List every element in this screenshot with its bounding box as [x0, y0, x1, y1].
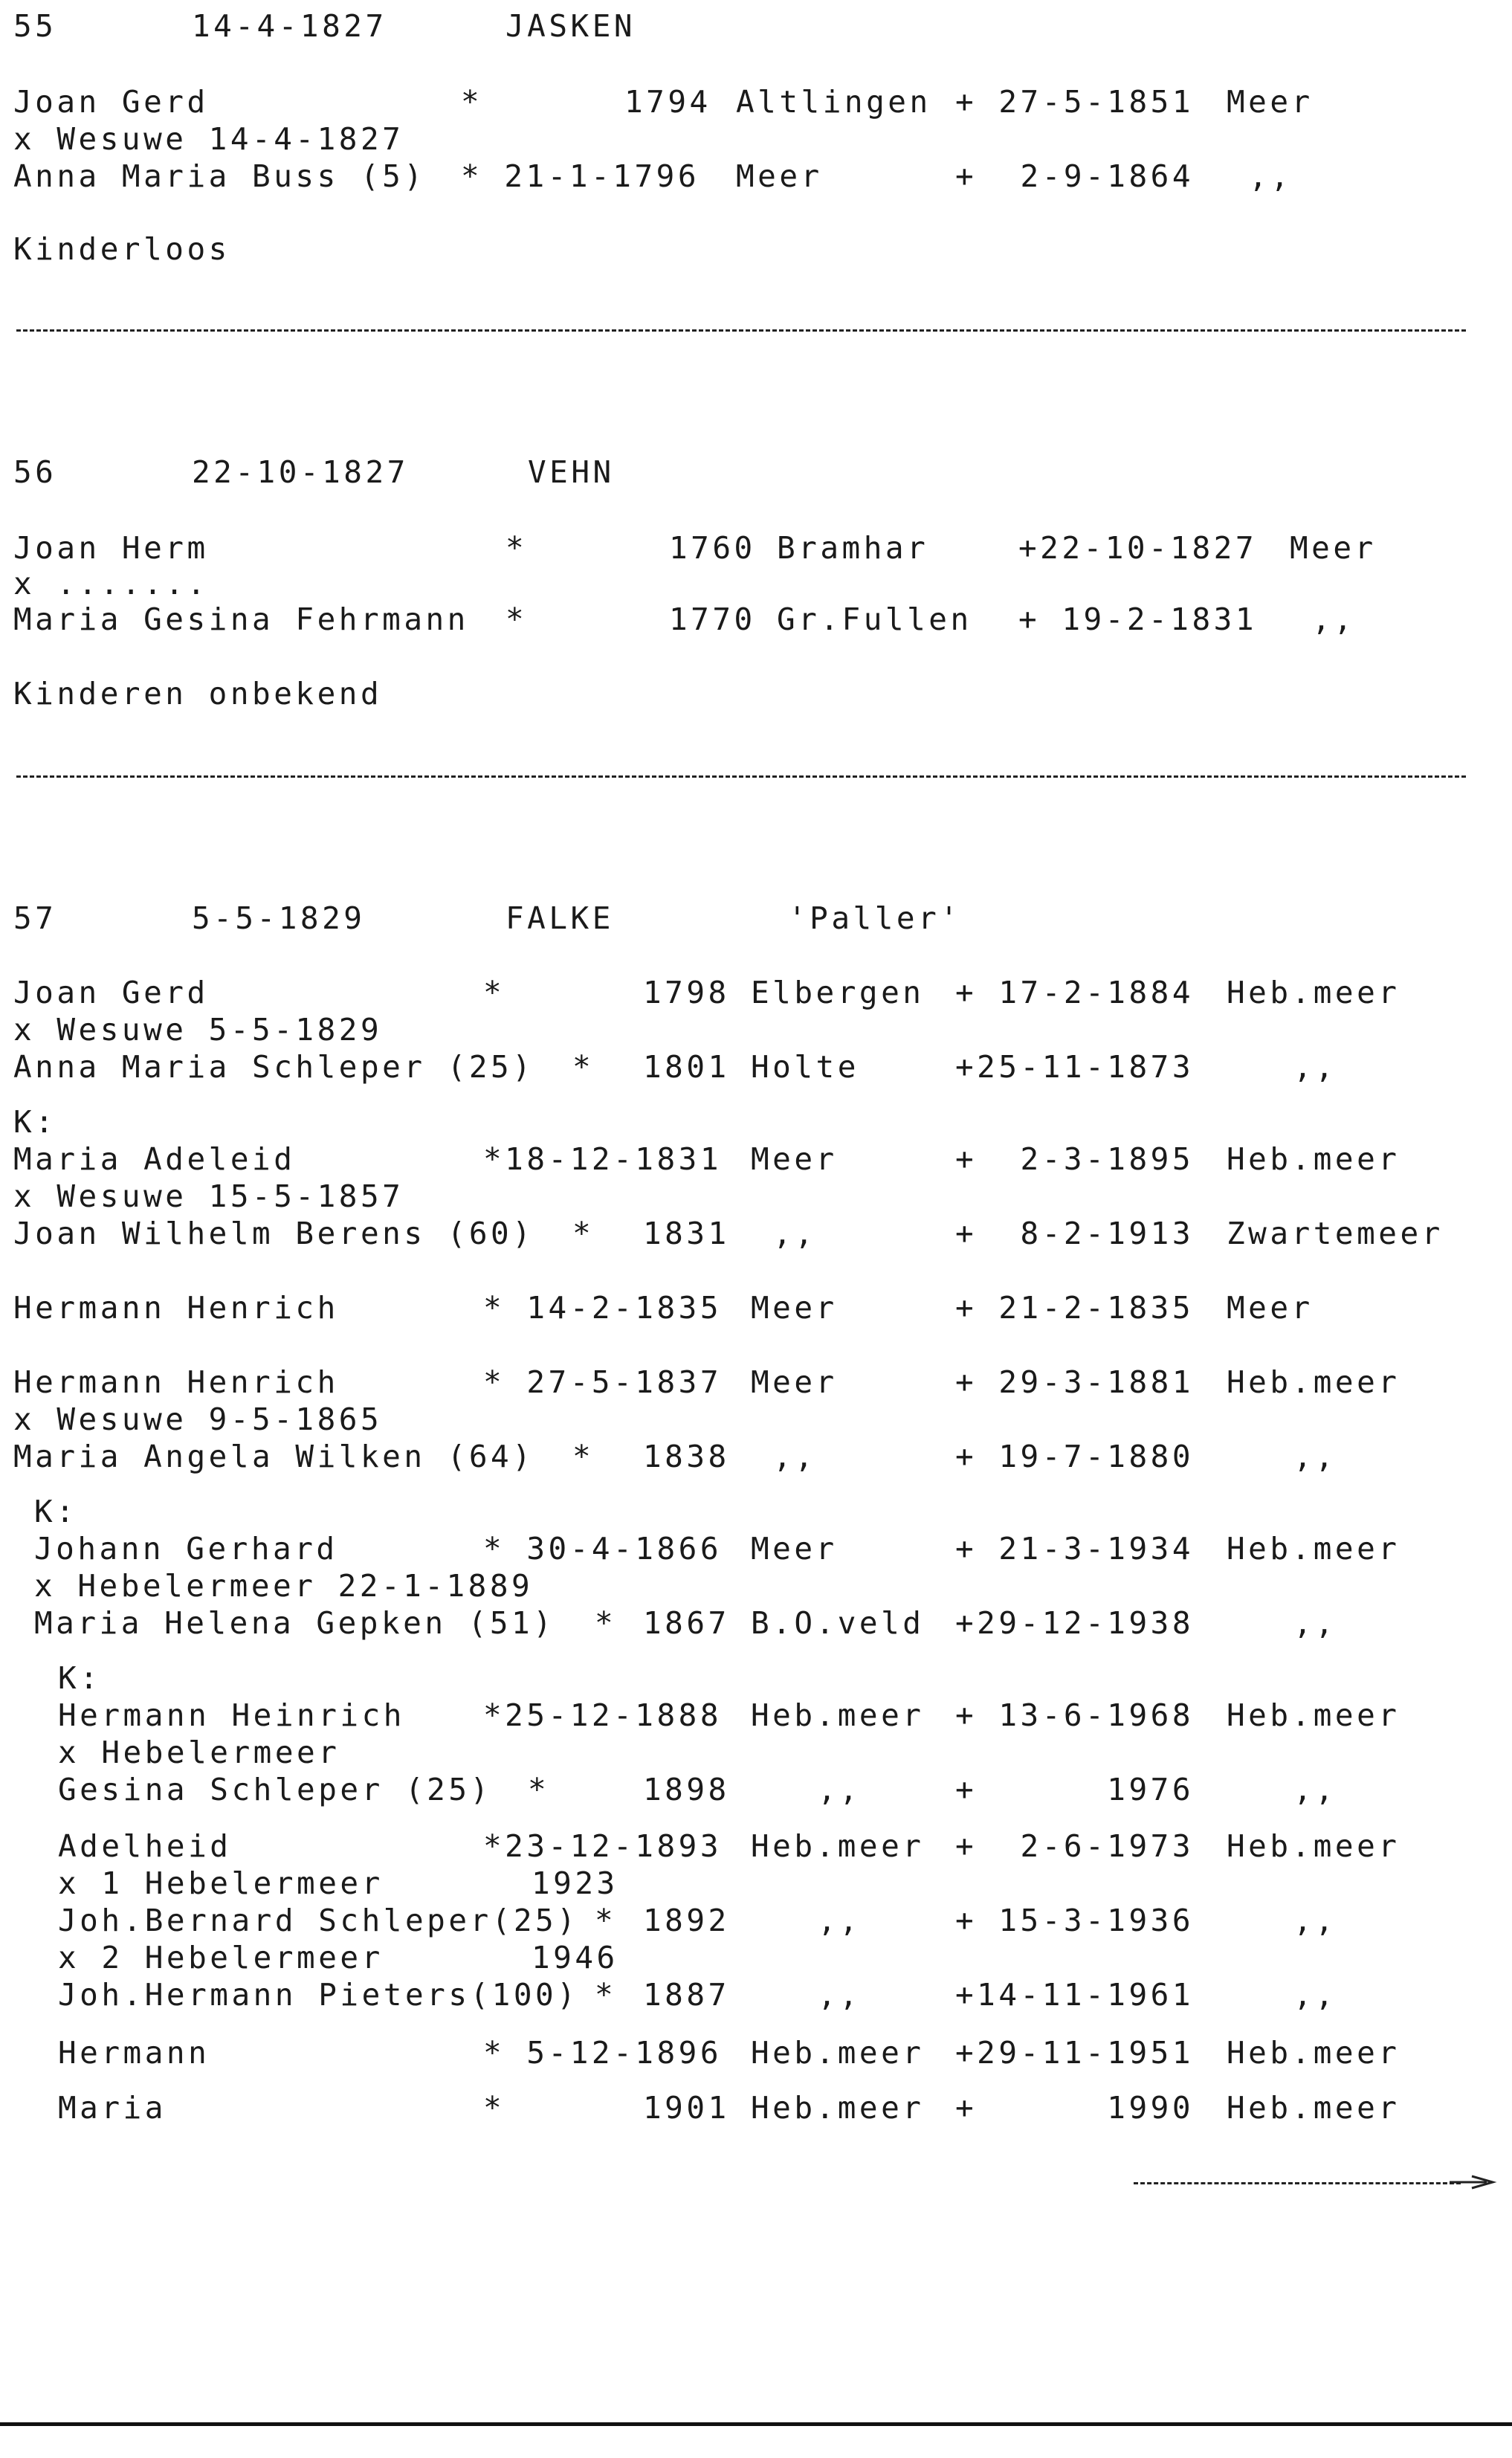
entry-56-wife-death: + 19-2-1831 — [1018, 601, 1258, 637]
entry-57-surname: FALKE — [505, 900, 614, 936]
birth-place: ,, — [818, 1977, 862, 2013]
death-place: Heb.meer — [1227, 1531, 1400, 1567]
death-date: + 29-3-1881 — [955, 1364, 1195, 1400]
person-name: Joh.Bernard Schleper(25) — [58, 1903, 579, 1938]
birth-place: ,, — [818, 1772, 862, 1807]
death-date: + 8-2-1913 — [955, 1216, 1195, 1251]
entry-55-surname: JASKEN — [505, 8, 636, 44]
birth-mark: * — [528, 1772, 550, 1807]
marriage-line: x 2 Hebelermeer — [58, 1940, 384, 1975]
birth-place: Holte — [751, 1049, 859, 1085]
death-date: + 19-7-1880 — [955, 1439, 1195, 1474]
entry-57-date: 5-5-1829 — [192, 900, 366, 936]
marriage-year: 1923 — [532, 1865, 618, 1901]
birth-mark: * — [572, 1439, 595, 1474]
person-name: Johann Gerhard — [34, 1531, 338, 1567]
person-name: Hermann Henrich — [13, 1364, 339, 1400]
person-name: Maria Adeleid — [13, 1141, 296, 1177]
separator — [16, 775, 1466, 778]
entry-56-surname: VEHN — [528, 454, 615, 490]
birth-date: *18-12-1831 — [483, 1141, 723, 1177]
birth-year: 1831 — [643, 1216, 730, 1251]
death-place: ,, — [1293, 1605, 1337, 1641]
death-date: +29-12-1938 — [955, 1605, 1195, 1641]
birth-place: Heb.meer — [751, 1697, 925, 1733]
death-date: + 13-6-1968 — [955, 1697, 1195, 1733]
separator — [16, 329, 1466, 332]
birth-year: 1892 — [643, 1903, 730, 1938]
birth-place: Meer — [751, 1364, 838, 1400]
birth-place: Heb.meer — [751, 1828, 925, 1864]
marriage-line: x Hebelermeer — [58, 1735, 340, 1770]
death-place: Zwartemeer — [1227, 1216, 1444, 1251]
birth-mark: * — [595, 1605, 617, 1641]
birth-year: 1867 — [643, 1605, 730, 1641]
entry-55-husband-death: + 27-5-1851 — [955, 84, 1195, 120]
entry-57-number: 57 — [13, 900, 57, 936]
marriage-line: x 1 Hebelermeer — [58, 1865, 384, 1901]
marriage-line: x Wesuwe 5-5-1829 — [13, 1012, 383, 1048]
entry-55-wife-birth: * 21-1-1796 — [461, 158, 700, 194]
death-date: +14-11-1961 — [955, 1977, 1195, 2013]
birth-date: *25-12-1888 — [483, 1697, 723, 1733]
person-name: Adelheid — [58, 1828, 232, 1864]
entry-56-wife-name: Maria Gesina Fehrmann — [13, 601, 469, 637]
entry-56-wife-death-place: ,, — [1312, 601, 1356, 637]
birth-date: * 5-12-1896 — [483, 2035, 723, 2071]
birth-mark: * — [483, 2090, 505, 2126]
death-place: Meer — [1227, 1290, 1314, 1326]
birth-year: 1887 — [643, 1977, 730, 2013]
entry-55-children-note: Kinderloos — [13, 231, 230, 267]
death-place: ,, — [1293, 1903, 1337, 1938]
birth-mark: * — [483, 975, 505, 1010]
death-place: ,, — [1293, 1977, 1337, 2013]
birth-mark: * — [595, 1977, 617, 2013]
death-place: Heb.meer — [1227, 1364, 1400, 1400]
death-place: Heb.meer — [1227, 1141, 1400, 1177]
entry-56-number: 56 — [13, 454, 57, 490]
person-name: Joan Gerd — [13, 975, 209, 1010]
birth-year: 1901 — [643, 2090, 730, 2126]
person-name: Anna Maria Schleper (25) — [13, 1049, 534, 1085]
birth-place: ,, — [773, 1216, 817, 1251]
birth-place: Meer — [751, 1141, 838, 1177]
death-date: +29-11-1951 — [955, 2035, 1195, 2071]
birth-year: 1798 — [643, 975, 730, 1010]
birth-year: 1838 — [643, 1439, 730, 1474]
person-name: Hermann Henrich — [13, 1290, 339, 1326]
entry-56-marriage: x ....... — [13, 566, 209, 601]
entry-55-wife-death-place: ,, — [1249, 158, 1293, 194]
person-name: Joh.Hermann Pieters(100) — [58, 1977, 579, 2013]
death-place: ,, — [1293, 1049, 1337, 1085]
birth-year: 1801 — [643, 1049, 730, 1085]
entry-57-nickname: 'Paller' — [788, 900, 962, 936]
person-name: Maria Helena Gepken (51) — [34, 1605, 555, 1641]
birth-year: 1898 — [643, 1772, 730, 1807]
birth-place: Meer — [751, 1290, 838, 1326]
birth-date: * 30-4-1866 — [483, 1531, 723, 1567]
entry-55-number: 55 — [13, 8, 57, 44]
death-place: Heb.meer — [1227, 1828, 1400, 1864]
birth-date: * 27-5-1837 — [483, 1364, 723, 1400]
arrow-icon — [1450, 2171, 1509, 2193]
entry-56-wife-birth-mark: * — [505, 601, 528, 637]
birth-mark: * — [572, 1216, 595, 1251]
children-label: K: — [58, 1660, 102, 1696]
person-name: Maria Angela Wilken (64) — [13, 1439, 534, 1474]
death-date: + 1976 — [955, 1772, 1195, 1807]
birth-place: B.O.veld — [751, 1605, 925, 1641]
entry-55-date: 14-4-1827 — [192, 8, 387, 44]
entry-55-husband-death-place: Meer — [1227, 84, 1314, 120]
entry-55-husband-birth-year: 1794 — [624, 84, 711, 120]
death-date: + 1990 — [955, 2090, 1195, 2126]
death-date: + 2-3-1895 — [955, 1141, 1195, 1177]
birth-place: Elbergen — [751, 975, 925, 1010]
birth-place: ,, — [818, 1903, 862, 1938]
death-place: Heb.meer — [1227, 2035, 1400, 2071]
entry-56-husband-birth-mark: * — [505, 530, 528, 566]
entry-55-husband-birth-place: Altlingen — [736, 84, 931, 120]
person-name: Gesina Schleper (25) — [58, 1772, 492, 1807]
marriage-year: 1946 — [532, 1940, 618, 1975]
children-label: K: — [34, 1494, 78, 1529]
entry-55-wife-name: Anna Maria Buss (5) — [13, 158, 426, 194]
entry-55-wife-death: + 2-9-1864 — [955, 158, 1195, 194]
entry-56-children-note: Kinderen onbekend — [13, 676, 383, 712]
birth-place: ,, — [773, 1439, 817, 1474]
birth-place: Heb.meer — [751, 2090, 925, 2126]
death-place: Heb.meer — [1227, 2090, 1400, 2126]
entry-56-wife-birth-place: Gr.Fullen — [777, 601, 972, 637]
person-name: Hermann Heinrich — [58, 1697, 405, 1733]
death-date: +25-11-1873 — [955, 1049, 1195, 1085]
continuation-dashes — [1134, 2182, 1461, 2184]
entry-55-marriage: x Wesuwe 14-4-1827 — [13, 121, 404, 157]
death-date: + 17-2-1884 — [955, 975, 1195, 1010]
entry-56-husband-birth-place: Bramhar — [777, 530, 929, 566]
birth-mark: * — [595, 1903, 617, 1938]
death-date: + 21-3-1934 — [955, 1531, 1195, 1567]
death-date: + 21-2-1835 — [955, 1290, 1195, 1326]
birth-place: Meer — [751, 1531, 838, 1567]
entry-55-husband-name: Joan Gerd — [13, 84, 209, 120]
person-name: Maria — [58, 2090, 167, 2126]
entry-56-wife-birth-year: 1770 — [669, 601, 756, 637]
entry-56-husband-birth-year: 1760 — [669, 530, 756, 566]
marriage-line: x Hebelermeer 22-1-1889 — [34, 1568, 534, 1604]
person-name: Hermann — [58, 2035, 210, 2071]
entry-56-husband-death-place: Meer — [1290, 530, 1377, 566]
death-date: + 15-3-1936 — [955, 1903, 1195, 1938]
death-place: ,, — [1293, 1439, 1337, 1474]
entry-56-date: 22-10-1827 — [192, 454, 409, 490]
children-label: K: — [13, 1104, 57, 1140]
entry-56-husband-death: +22-10-1827 — [1018, 530, 1258, 566]
person-name: Joan Wilhelm Berens (60) — [13, 1216, 534, 1251]
death-place: ,, — [1293, 1772, 1337, 1807]
death-place: Heb.meer — [1227, 975, 1400, 1010]
marriage-line: x Wesuwe 9-5-1865 — [13, 1401, 383, 1437]
birth-date: *23-12-1893 — [483, 1828, 723, 1864]
birth-date: * 14-2-1835 — [483, 1290, 723, 1326]
page-bottom-rule — [0, 2422, 1512, 2426]
entry-55-wife-birth-place: Meer — [736, 158, 823, 194]
death-place: Heb.meer — [1227, 1697, 1400, 1733]
entry-55-husband-birth-mark: * — [461, 84, 483, 120]
death-date: + 2-6-1973 — [955, 1828, 1195, 1864]
entry-56-husband-name: Joan Herm — [13, 530, 209, 566]
marriage-line: x Wesuwe 15-5-1857 — [13, 1178, 404, 1214]
birth-mark: * — [572, 1049, 595, 1085]
birth-place: Heb.meer — [751, 2035, 925, 2071]
